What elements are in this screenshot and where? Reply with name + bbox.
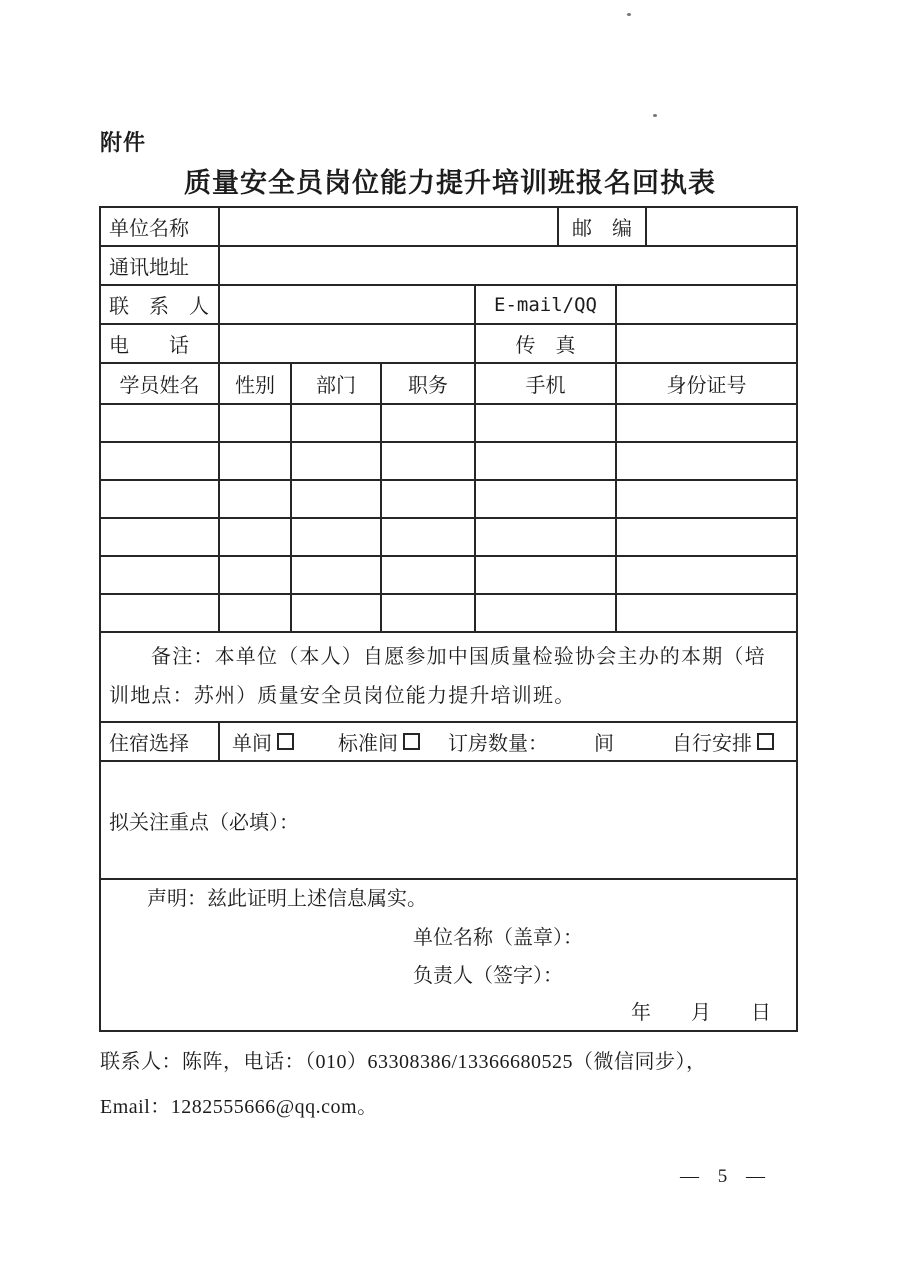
header-mobile: 手机 <box>475 363 616 404</box>
phone-field <box>219 324 475 363</box>
signer-label: 负责人（签字）： <box>413 964 563 987</box>
row-unit-name <box>100 207 797 246</box>
lodging-row <box>100 722 797 761</box>
postal-code-label: 邮 编 <box>558 207 646 246</box>
unit-name-field <box>219 207 558 246</box>
remark-cell <box>100 632 797 722</box>
declaration-cell <box>100 879 797 1031</box>
self-arranged-label: 自行安排 <box>672 733 752 755</box>
scan-artifact-dot <box>653 114 657 117</box>
focus-label: 拟关注重点（必填）： <box>109 811 299 834</box>
contact-info-line1: 联系人：陈阵，电话：（010）63308386/13366680525（微信同步）， <box>100 1051 707 1073</box>
single-room-checkbox-icon <box>277 733 294 750</box>
header-id-number: 身份证号 <box>616 363 797 404</box>
date-label: 年 月 日 <box>631 1001 771 1024</box>
address-field <box>219 246 797 285</box>
student-row <box>100 404 797 442</box>
header-student-name: 学员姓名 <box>100 363 219 404</box>
row-address <box>100 246 797 285</box>
declaration-statement: 声明：兹此证明上述信息属实。 <box>147 887 427 910</box>
student-row <box>100 518 797 556</box>
rooms-unit-label: 间 <box>594 733 614 755</box>
fax-label: 传 真 <box>475 324 616 363</box>
header-department: 部门 <box>291 363 381 404</box>
standard-room-label: 标准间 <box>338 733 398 755</box>
page-number: — 5 — <box>680 1166 772 1187</box>
declaration-row <box>100 879 797 1031</box>
lodging-options-cell <box>219 722 797 761</box>
focus-cell <box>100 761 797 879</box>
remark-row <box>100 632 797 722</box>
self-arranged-checkbox-icon <box>757 733 774 750</box>
scan-artifact-dot <box>627 13 631 16</box>
postal-code-field <box>646 207 797 246</box>
focus-row <box>100 761 797 879</box>
student-row <box>100 480 797 518</box>
row-contact-person <box>100 285 797 324</box>
header-position: 职务 <box>381 363 475 404</box>
contact-info-line2: Email：1282555666@qq.com。 <box>100 1096 378 1118</box>
fax-field <box>616 324 797 363</box>
contact-info <box>100 1040 800 1130</box>
remark-text-line1: 备注：本单位（本人）自愿参加中国质量检验协会主办的本期（培 <box>151 646 766 668</box>
address-label: 通讯地址 <box>100 246 219 285</box>
lodging-label: 住宿选择 <box>100 722 219 761</box>
unit-name-label: 单位名称 <box>100 207 219 246</box>
email-qq-field <box>616 285 797 324</box>
standard-room-checkbox-icon <box>403 733 420 750</box>
row-phone <box>100 324 797 363</box>
students-header-row <box>100 363 797 404</box>
student-row <box>100 556 797 594</box>
registration-form-table <box>99 206 798 1032</box>
email-qq-label: E-mail/QQ <box>475 285 616 324</box>
student-row <box>100 442 797 480</box>
page-title: 质量安全员岗位能力提升培训班报名回执表 <box>184 168 716 198</box>
booking-quantity-label: 订房数量： <box>448 733 548 755</box>
contact-person-field <box>219 285 475 324</box>
phone-label: 电 话 <box>100 324 219 363</box>
student-row <box>100 594 797 632</box>
single-room-label: 单间 <box>232 733 272 755</box>
unit-seal-label: 单位名称（盖章）： <box>413 926 583 949</box>
header-gender: 性别 <box>219 363 291 404</box>
attachment-label: 附件 <box>100 130 147 155</box>
contact-person-label: 联 系 人 <box>100 285 219 324</box>
remark-text-line2: 训地点：苏州）质量安全员岗位能力提升培训班。 <box>109 685 576 707</box>
